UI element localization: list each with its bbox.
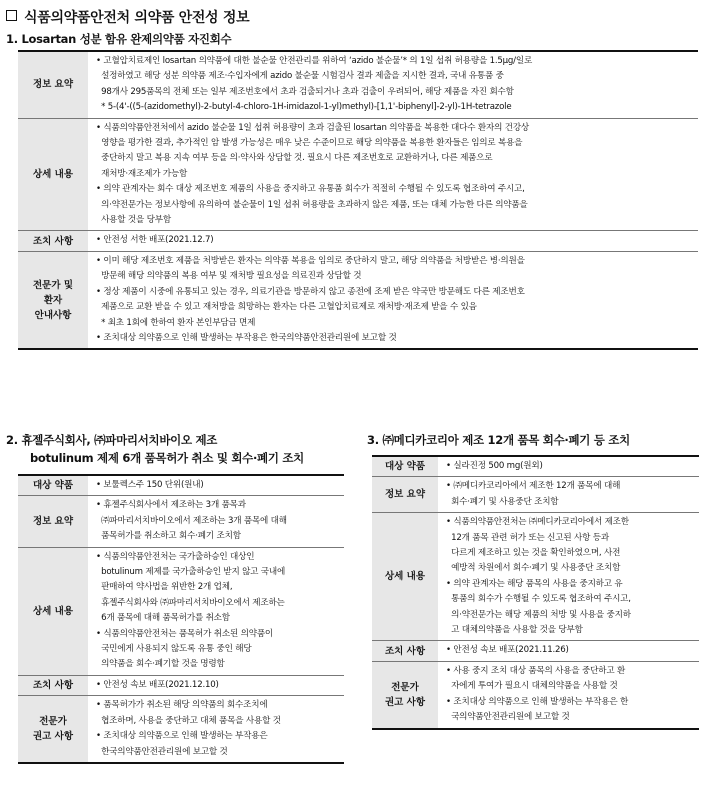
info-row xyxy=(18,547,344,675)
row-content xyxy=(88,51,698,118)
row-content xyxy=(438,513,699,641)
content-line: 6개 품목에 대해 품목허가를 취소함 xyxy=(96,613,230,624)
section-2-table xyxy=(18,474,344,764)
row-label xyxy=(372,477,438,513)
content-line: 품목허가를 취소하고 회수·폐기 조치함 xyxy=(96,531,241,542)
row-label xyxy=(18,475,88,496)
row-label-text: 정보 요약 xyxy=(32,79,73,91)
content-line: • 식품의약품안전처는 품목허가 취소된 의약품이 xyxy=(96,628,274,639)
content-line: 의약품을 회수·폐기할 것을 명령함 xyxy=(96,659,225,670)
row-content xyxy=(438,641,699,661)
row-label xyxy=(18,251,88,349)
info-row xyxy=(18,475,344,496)
content-line: 한국의약품안전관리원에 보고할 것 xyxy=(96,746,228,757)
row-label-text: 조치 사항 xyxy=(32,680,73,692)
row-content xyxy=(88,496,344,547)
content-line: • 의약 관계자는 회수 대상 제조번호 제품의 사용을 중지하고 유통품 회수가 적절히 수행될 수 있도록 협조하여 주시고, xyxy=(96,184,525,195)
content-line: * 5-(4'-((5-(azidomethyl)-2-butyl-4-chloro-1H-imidazol-1-yl)methyl)-[1,1'-biphenyl]-2-yl)-1H-tetrazole xyxy=(96,102,512,113)
row-label xyxy=(18,118,88,231)
content-line: botulinum 제제를 국가출하승인 받지 않고 국내에 xyxy=(96,567,286,578)
content-line: 휴젤주식회사와 ㈜파마리서치바이오에서 제조하는 xyxy=(96,597,285,608)
content-line: 협조하며, 사용을 중단하고 대체 품목을 사용할 것 xyxy=(96,715,281,726)
row-label-text: 환자 xyxy=(43,294,63,306)
info-row xyxy=(372,456,699,477)
content-line: • 실라진정 500 mg(원외) xyxy=(446,461,543,471)
content-line: 98개사 295품목의 전체 또는 일부 제조번호에서 초과 검출되거나 초과 검출이 우려되어, 해당 제품을 자진 회수함 xyxy=(96,86,514,97)
row-label-text: 대상 약품 xyxy=(384,461,425,473)
row-label-text: 안내사항 xyxy=(34,309,72,321)
info-row xyxy=(372,661,699,728)
content-line: 국민에게 사용되지 않도록 유통 중인 해당 xyxy=(96,644,252,655)
content-line: • 보툴렉스주 150 단위(원내) xyxy=(96,480,204,490)
row-label xyxy=(18,496,88,547)
row-content xyxy=(438,456,699,477)
section-3-table xyxy=(372,455,699,730)
row-content xyxy=(88,475,344,496)
info-row xyxy=(372,641,699,661)
row-label xyxy=(18,675,88,695)
row-label-text: 정보 요약 xyxy=(32,516,73,528)
row-label-text: 대상 약품 xyxy=(32,480,73,492)
content-line: • 정상 제품이 시중에 유통되고 있는 경우, 의료기관을 방문하지 않고 종전에 조제 받은 약국만 방문해도 다른 제조번호 xyxy=(96,286,525,297)
section-1-title: 1. Losartan 성분 함유 완제의약품 자진회수 xyxy=(6,32,232,46)
row-label-text: 조치 사항 xyxy=(384,645,425,657)
row-label-text: 상세 내용 xyxy=(32,169,73,181)
row-label-text: 상세 내용 xyxy=(384,571,425,583)
content-line: 자에게 투여가 필요시 대체의약품을 사용할 것 xyxy=(446,681,618,692)
content-line: 예방적 차원에서 회수·폐기 및 사용중단 조치함 xyxy=(446,563,621,574)
content-line: 재처방·재조제가 가능함 xyxy=(96,168,188,179)
row-label-text: 권고 사항 xyxy=(384,696,425,708)
page-heading-text: 식품의약품안전처 의약품 안전성 정보 xyxy=(24,10,250,26)
row-content xyxy=(88,231,698,251)
content-line: • 조치대상 의약품으로 인해 발생하는 부작용은 한 xyxy=(446,696,629,707)
info-row xyxy=(18,51,698,118)
row-label xyxy=(18,51,88,118)
row-content xyxy=(438,661,699,728)
row-label xyxy=(372,661,438,728)
row-content xyxy=(88,675,344,695)
content-line: 제품으로 교환 받을 수 있고 재처방을 희망하는 환자는 다른 고혈압치료제로 재처방·재조제 받을 수 있음 xyxy=(96,302,477,313)
content-line: 방문해 해당 의약품의 복용 여부 및 재처방 필요성을 의료진과 상담할 것 xyxy=(96,271,362,282)
page-heading xyxy=(6,7,249,27)
info-row xyxy=(18,696,344,763)
content-line: • ㈜메디카코리아에서 제조한 12개 품목에 대해 xyxy=(446,481,621,492)
row-label-text: 상세 내용 xyxy=(32,605,73,617)
content-line: 국의약품안전관리원에 보고할 것 xyxy=(446,712,570,723)
content-line: 영향을 평가한 결과, 추가적인 암 발생 가능성은 매우 낮은 수준이므로 해당 의약품을 복용한 환자들은 임의로 복용을 xyxy=(96,138,523,149)
content-line: 설정하였고 해당 성분 의약품 제조·수입자에게 azido 불순물 시험검사 결과 제출을 지시한 결과, 국내 유통품 중 xyxy=(96,71,504,82)
checkbox-square-icon xyxy=(6,10,17,21)
content-line: • 휴젤주식회사에서 제조하는 3개 품목과 xyxy=(96,500,246,511)
content-line: 통품의 회수가 수행될 수 있도록 협조하여 주시고, xyxy=(446,594,631,605)
row-label-text: 조치 사항 xyxy=(32,235,73,247)
section-2-title-line2: botulinum 제제 6개 품목허가 취소 및 회수·폐기 조치 xyxy=(30,451,304,465)
row-content xyxy=(88,251,698,349)
content-line: • 이미 해당 제조번호 제품을 처방받은 환자는 의약품 복용을 임의로 중단하지 말고, 해당 의약품을 처방받은 병·의원을 xyxy=(96,255,525,266)
content-line: • 안전성 속보 배포(2021.12.10) xyxy=(96,679,219,690)
content-line: 12개 품목 관련 허가 또는 신고된 사항 등과 xyxy=(446,532,609,543)
content-line: • 식품의약품안전처는 ㈜메디카코리아에서 제조한 xyxy=(446,517,629,528)
section-2-title: 2. 휴젤주식회사, ㈜파마리서치바이오 제조 xyxy=(6,433,218,447)
section-3-title: 3. ㈜메디카코리아 제조 12개 품목 회수·폐기 등 조치 xyxy=(367,433,630,447)
content-line: 다르게 제조하고 있는 것을 확인하였으며, 사전 xyxy=(446,548,621,559)
row-label-text: 전문가 xyxy=(391,681,419,693)
content-line: 중단하지 말고 복용 지속 여부 등을 의·약사와 상담할 것. 필요시 다른 제조번호로 교환하거나, 다른 제품으로 xyxy=(96,153,493,164)
content-line: • 사용 중지 조치 대상 품목의 사용을 중단하고 환 xyxy=(446,665,626,676)
row-label-text: 전문가 및 xyxy=(32,279,73,291)
row-label xyxy=(18,696,88,763)
row-label-text: 권고 사항 xyxy=(32,731,73,743)
info-row xyxy=(18,675,344,695)
content-line: • 고혈압치료제인 losartan 의약품에 대한 불순물 안전관리를 위하여 ‘azido 불순물’* 의 1일 섭취 허용량을 1.5μg/일로 xyxy=(96,56,533,66)
row-label xyxy=(372,513,438,641)
row-label xyxy=(18,547,88,675)
content-line: 판매하여 약사법을 위반한 2개 업체, xyxy=(96,582,233,593)
row-label-text: 전문가 xyxy=(39,716,67,728)
row-label xyxy=(372,456,438,477)
info-row xyxy=(18,231,698,251)
row-content xyxy=(88,547,344,675)
row-content xyxy=(88,118,698,231)
content-line: 의·약전문가는 해당 제품의 처방 및 사용을 중지하 xyxy=(446,609,631,620)
row-label xyxy=(18,231,88,251)
content-line: 의·약전문가는 정보사항에 유의하여 불순물이 1일 섭취 허용량을 초과하지 않은 제품, 또는 대체 가능한 다른 의약품을 xyxy=(96,199,528,210)
content-line: * 최초 1회에 한하여 환자 본인부담금 면제 xyxy=(96,317,256,328)
row-content xyxy=(88,696,344,763)
content-line: 회수·폐기 및 사용중단 조치함 xyxy=(446,496,559,507)
content-line: • 식품의약품안전처에서 azido 불순물 1일 섭취 허용량이 초과 검출된 losartan 의약품을 복용한 대다수 환자의 건강상 xyxy=(96,122,530,133)
content-line: • 식품의약품안전처는 국가출하승인 대상인 xyxy=(96,551,255,562)
content-line: 사용할 것을 당부함 xyxy=(96,215,171,226)
content-line: • 의약 관계자는 해당 품목의 사용을 중지하고 유 xyxy=(446,578,623,589)
info-row xyxy=(18,496,344,547)
info-row xyxy=(372,513,699,641)
info-row xyxy=(372,477,699,513)
row-content xyxy=(438,477,699,513)
content-line: • 안전성 속보 배포(2021.11.26) xyxy=(446,645,569,656)
row-label xyxy=(372,641,438,661)
row-label-text: 정보 요약 xyxy=(384,489,425,501)
info-row xyxy=(18,251,698,349)
content-line: • 품목허가가 취소된 해당 의약품의 회수조치에 xyxy=(96,700,268,711)
content-line: • 조치대상 의약품으로 인해 발생하는 부작용은 xyxy=(96,731,268,742)
content-line: 고 대체의약품을 사용할 것을 당부함 xyxy=(446,625,583,636)
info-row xyxy=(18,118,698,231)
content-line: ㈜파마리서치바이오에서 제조하는 3개 품목에 대해 xyxy=(96,515,287,526)
section-1-table xyxy=(18,50,698,350)
content-line: • 조치대상 의약품으로 인해 발생하는 부작용은 한국의약품안전관리원에 보고할 것 xyxy=(96,332,397,343)
content-line: • 안전성 서한 배포(2021.12.7) xyxy=(96,235,214,246)
